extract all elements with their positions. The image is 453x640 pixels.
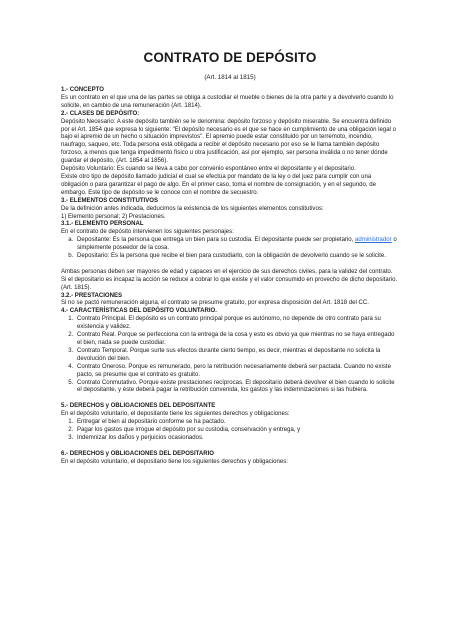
section-elemento-personal	[61, 221, 399, 261]
section-heading: 3.- ELEMENTOS CONSTITUTIVOS	[61, 197, 158, 204]
list-item: 2. Contrato Real. Porque se perfecciona con la entrega de la cosa y esto es obvio ya que mientras no se haya entregado el bien, nada se puede custodiar.	[75, 332, 399, 348]
paragraph: 1) Elemento personal; 2) Prestaciones.	[61, 213, 166, 220]
section-capacidad	[61, 269, 399, 293]
list-item: 1. Contrato Principal. El depósito es un contrato principal porque es autónomo, no depende de otro contrato para su existencia y validez.	[75, 316, 399, 332]
section-heading: 3.2.- PRESTACIONES	[61, 292, 123, 299]
document-title: CONTRATO DE DEPÓSITO	[143, 50, 317, 65]
section-heading: 5.- DERECHOS y OBLIGACIONES DEL DEPOSITANTE	[61, 403, 216, 410]
section-heading: 3.1.- ELEMENTO PERSONAL	[61, 221, 144, 228]
list-item: 3. Indemnizar los daños y perjuicios ocasionados.	[75, 435, 399, 443]
paragraph: En el depósito voluntario, el depositante tiene los siguientes derechos y obligaciones:	[61, 411, 290, 418]
document-subtitle: (Art. 1814 al 1815)	[204, 74, 256, 81]
section-depositario	[61, 451, 399, 467]
paragraph: Depósito Necesario: A este depósito también se le denomina: depósito forzoso y depósito miserable. Se encuentra definido por el Art. 1854 que expresa lo siguiente: "El depósito necesario es el que se hace en cumplimiento de una obligación legal o bajo el apremio de un hecho o situación imprevistos". El apremio puede estar constituido por un terremoto, incendio, naufrago, saqueo, etc. Toda persona está obligada a recibir el depósito necesario por eso se le llama también depósito forzoso, a menos que tenga impedimento físico u otra justificación, así por ejemplo, ser persona inválida o no tener dónde guardar el depósito, (Art. 1854 al 1856).	[61, 118, 396, 165]
paragraph: De la definición antes indicada, deducimos la existencia de los siguientes elementos constitutivos:	[61, 205, 324, 212]
section-caracteristicas	[61, 308, 399, 395]
section-heading: 4.- CARACTERÍSTICAS DEL DEPÓSITO VOLUNTARIO.	[61, 308, 217, 315]
list-item: 5. Contrato Conmutativo. Porque existe prestaciones recíprocas. El depositario deberá devolver el bien cuando lo solicite el depositante, y éste deberá pagar la retribución convenida, los gastos y las indemnizaciones si las hubiera.	[75, 380, 399, 396]
paragraph: Depósito Voluntario: Es cuando se lleva a cabo por convenio espontáneo entre el depositante y el depositario.	[61, 166, 356, 173]
depositante-list	[61, 419, 399, 443]
section-heading: 2.- CLASES DE DEPÓSITO:	[61, 110, 140, 117]
section-heading: 6.- DERECHOS y OBLIGACIONES DEL DEPOSITARIO	[61, 450, 214, 457]
list-item: 1. Entregar el bien al depositario conforme se ha pactado.	[75, 419, 399, 427]
section-concepto	[61, 87, 399, 111]
section-elementos	[61, 198, 399, 222]
caracteristicas-list	[61, 316, 399, 395]
administrador-link[interactable]: administrador	[355, 237, 392, 244]
list-item: 4. Contrato Oneroso. Porque es remunerado, pero la retribución necesariamente deberá ser pactada. Cuando no existe pacto, se presume que el contrato es gratuito.	[75, 364, 399, 380]
list-item	[75, 237, 399, 253]
list-item: 3. Contrato Temporal. Porque surte sus efectos durante cierto tiempo, es decir, mientras el depositante no solicita la devolución del bien.	[75, 348, 399, 364]
list-item-text: Depositante: Es la persona que entrega un bien para su custodia. El depositante puede ser propietario,	[77, 237, 356, 244]
personajes-list	[61, 237, 399, 261]
paragraph: Ambas personas deben ser mayores de edad y capaces en el ejercicio de sus derechos civiles, para la validez del contrato. Si el depositario es incapaz la acción se reduce a cobrar lo que existe y el valor consumido en provecho de dicho depositario. (Art. 1815).	[61, 268, 398, 291]
list-item: 2. Pagar los gastos que irrogue el depósito por su custodia, conservación y entrega, y	[75, 427, 399, 435]
paragraph: Existe otro tipo de depósito llamado judicial el cual se efectúa por mandato de la ley o del juez para cumplir con una obligación o para garantizar el pago de algo. En el primer caso, toma el nombre de consignación, y en el segundo, de embargo. Este tipo de depósito se le conoce con el nombre de secuestro.	[61, 173, 376, 196]
paragraph: En el contrato de depósito intervienen los siguientes personajes:	[61, 229, 234, 236]
paragraph: En el depósito voluntario, el depositario tiene los siguientes derechos y obligaciones:	[61, 458, 288, 465]
list-item-text: o simplemente poseedor de la cosa.	[77, 237, 397, 252]
section-depositante	[61, 403, 399, 443]
list-item: b. Depositario: Es la persona que recibe el bien para custodiarlo, con la obligación de devolverlo cuando se le solicite.	[75, 253, 399, 261]
document-body	[61, 50, 399, 466]
section-heading: 1.- CONCEPTO	[61, 87, 104, 93]
paragraph: Es un contrato en el que una de las partes se obliga a custodiar el mueble o bienes de la otra parte y a devolverlo cuando lo solicite, en cambio de una remuneración (Art. 1814).	[61, 94, 394, 109]
section-prestaciones	[61, 293, 399, 309]
section-clases	[61, 111, 399, 198]
paragraph: Si no se pactó remuneración alguna, el contrato se presume gratuito, por expresa disposición del Art. 1818 del CC.	[61, 300, 369, 307]
